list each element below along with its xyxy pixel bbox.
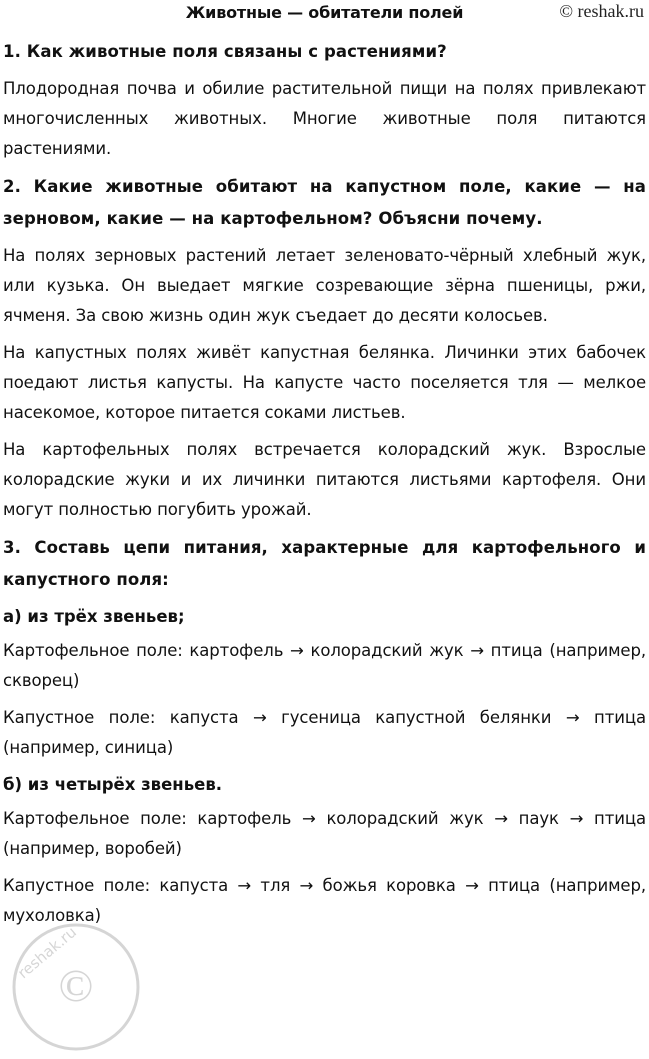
part-b-label: б) из четырёх звеньев. [3, 775, 223, 794]
question-2: 2. Какие животные обитают на капустном поле, какие — на зерновом, какие — на картофельном? Объясни почему. [3, 177, 646, 228]
page-title: Животные — обитатели полей [185, 3, 464, 22]
food-chain: Капустное поле: капуста → гусеница капустной белянки → птица (например, синица) [3, 708, 646, 757]
question-1: 1. Как животные поля связаны с растениями? [3, 42, 447, 61]
answer-2-paragraph: На полях зерновых растений летает зеленовато-чёрный хлебный жук, или кузька. Он выедает мягкие созревающие зёрна пшеницы, ржи, ячменя. За свою жизнь один жук съедает до десяти колосьев. [3, 246, 646, 325]
food-chain: Картофельное поле: картофель → колорадский жук → паук → птица (например, воробей) [3, 809, 646, 858]
watermark-c: © [58, 960, 94, 1011]
header [3, 0, 646, 30]
part-a-label: а) из трёх звеньев; [3, 607, 185, 626]
question-3: 3. Составь цепи питания, характерные для картофельного и капустного поля: [3, 538, 646, 589]
food-chain: Капустное поле: капуста → тля → божья коровка → птица (например, мухоловка) [3, 876, 646, 925]
answer-2-paragraph: На картофельных полях встречается колорадский жук. Взрослые колорадские жуки и их личинки питаются листьями картофеля. Они могут полностью погубить урожай. [3, 440, 646, 519]
site-label: © reshak.ru [559, 1, 644, 21]
answer-1: Плодородная почва и обилие растительной пищи на полях привлекают многочисленных животных. Многие животные поля питаются растениями. [3, 79, 646, 158]
answer-2-paragraph: На капустных полях живёт капустная белянка. Личинки этих бабочек поедают листья капусты. На капусте часто поселяется тля — мелкое насекомое, которое питается соками листьев. [3, 343, 646, 422]
watermark-text: reshak.ru [14, 922, 80, 983]
food-chain: Картофельное поле: картофель → колорадский жук → птица (например, скворец) [3, 641, 646, 690]
